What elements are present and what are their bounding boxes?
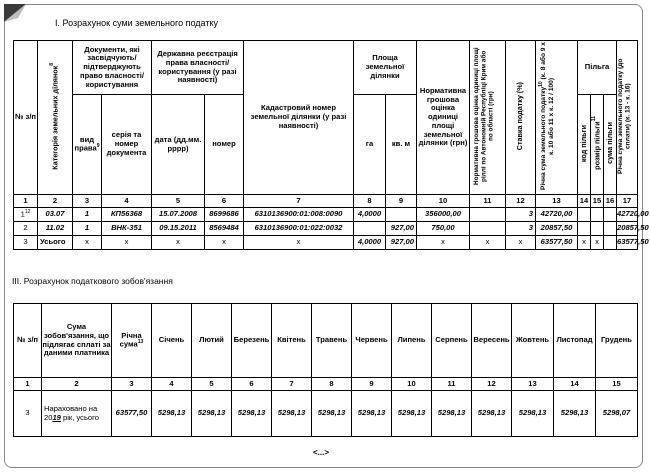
table-row — [14, 222, 638, 236]
header-month: Жовтень — [512, 304, 554, 378]
table-cell: 356000,00 — [417, 208, 470, 222]
header-rate: Ставка податку (%) — [506, 41, 536, 195]
header-norm-value-arc: Нормативна грошова оцінка одиниці площі ріллі по Автономній Республіці Крим або по області (грн) — [470, 41, 506, 195]
table-cell: 8 — [312, 378, 352, 391]
table-cell: 5 — [152, 195, 205, 208]
header-area-ha: га — [354, 95, 386, 195]
section1-title: I. Розрахунок суми земельного податку — [55, 18, 219, 28]
header-docs: Документи, які засвідчують/ підтверджують право власності/ користування — [73, 41, 152, 95]
table-cell: 03.07 — [38, 208, 73, 222]
header-month: Грудень — [596, 304, 638, 378]
column-numbers-row — [14, 195, 638, 208]
tax-liability-table — [13, 303, 638, 437]
table-cell: 63577,50 — [536, 236, 578, 250]
table-cell: 6 — [205, 195, 244, 208]
table-cell: 5298,13 — [432, 391, 472, 437]
table-cell: 42720,00 — [536, 208, 578, 222]
page-corner-curl-icon — [4, 4, 26, 22]
table-cell: 3 — [14, 236, 38, 250]
header-relief: Пільга — [578, 41, 617, 95]
table-cell: 4,0000 — [354, 236, 386, 250]
header-relief-size: розмір пільги$^{11}$ — [591, 95, 604, 195]
header-month: Серпень — [432, 304, 472, 378]
section3-title: III. Розрахунок податкового зобов'язання — [12, 276, 173, 286]
table-cell: 14 — [554, 378, 596, 391]
table-cell: 5298,13 — [232, 391, 272, 437]
table-cell — [386, 208, 417, 222]
table-cell: х — [73, 236, 102, 250]
table-cell: 3 — [112, 378, 152, 391]
table-cell: 1 — [73, 222, 102, 236]
table-cell: 10 — [392, 378, 432, 391]
header-relief-sum: сума пільги — [604, 95, 617, 195]
table-cell — [591, 208, 604, 222]
table-cell — [604, 208, 617, 222]
table-cell: КП56368 — [102, 208, 152, 222]
table-cell: х — [506, 236, 536, 250]
table-cell: 1 — [14, 378, 42, 391]
table-cell: 5298,13 — [554, 391, 596, 437]
header-reg-number: номер — [205, 95, 244, 195]
table-cell: 4,0000 — [354, 208, 386, 222]
table-cell: 2 — [14, 222, 38, 236]
total-row — [14, 236, 638, 250]
table-cell: 63577,50 — [617, 236, 638, 250]
table-cell: 5298,13 — [272, 391, 312, 437]
table-cell: 7 — [272, 378, 312, 391]
header-month: Травень — [312, 304, 352, 378]
header-no: № з/п — [14, 41, 38, 195]
table-cell: 11 — [470, 195, 506, 208]
table-cell: 63577,50 — [112, 391, 152, 437]
table-cell: 15 — [591, 195, 604, 208]
table-cell: 1 — [14, 195, 38, 208]
header-area-m2: кв. м — [386, 95, 417, 195]
table-cell — [604, 222, 617, 236]
table-cell: 5298,13 — [152, 391, 192, 437]
table-row — [14, 41, 638, 95]
land-tax-table — [13, 40, 649, 250]
table-cell: 14 — [578, 195, 591, 208]
table-cell: 16 — [604, 195, 617, 208]
accrued-label: Нараховано на 2019 рік, усього — [42, 391, 112, 437]
table-cell: 5298,13 — [472, 391, 512, 437]
table-cell: 20857,50 — [617, 222, 638, 236]
header-relief-code: код пільги — [578, 95, 591, 195]
table-cell: 6310136900:01:022:0032 — [244, 222, 354, 236]
table-cell: 5298,13 — [512, 391, 554, 437]
table-cell: 5298,13 — [192, 391, 232, 437]
table-cell: 6 — [232, 378, 272, 391]
table-cell: х — [152, 236, 205, 250]
table-cell: $1^{12}$ — [14, 208, 38, 222]
table-cell: х — [244, 236, 354, 250]
table-cell: 5298,13 — [352, 391, 392, 437]
table-cell: 8 — [354, 195, 386, 208]
table-cell: х — [417, 236, 470, 250]
table-cell: 11 — [432, 378, 472, 391]
table-row — [14, 208, 638, 222]
column-numbers-row — [14, 378, 638, 391]
table-cell: х — [205, 236, 244, 250]
table-cell: 5 — [192, 378, 232, 391]
header-cadastral: Кадастровий номер земельної ділянки (у разі наявності) — [244, 41, 354, 195]
header-annual-payable: Річна сума земельного податку (до сплати) (к. 13 - к. 16) — [617, 41, 638, 195]
table-cell: 4 — [152, 378, 192, 391]
table-cell — [578, 222, 591, 236]
header-no: № з/п — [14, 304, 42, 378]
header-annual: Річна сума земельного податку$^{10}$ (к. 8 або 9 х к. 10 або 11 х к. 12 / 100) — [536, 41, 578, 195]
header-registration: Державна реєстрація права власності/ користування (у разі наявності) — [152, 41, 244, 95]
table-cell: 10 — [417, 195, 470, 208]
table-cell — [470, 208, 506, 222]
header-doc-series: серія та номер документа — [102, 95, 152, 195]
table-cell: 3 — [506, 222, 536, 236]
table-cell: 4 — [102, 195, 152, 208]
ellipsis-marker: <...> — [313, 448, 330, 457]
table-cell: 9 — [352, 378, 392, 391]
table-cell: 12 — [506, 195, 536, 208]
table-cell: 8569484 — [205, 222, 244, 236]
table-cell: 6310136900:01:008:0090 — [244, 208, 354, 222]
table-cell — [578, 208, 591, 222]
table-cell: 12 — [472, 378, 512, 391]
table-cell: Усього — [38, 236, 73, 250]
table-cell: 927,00 — [386, 236, 417, 250]
table-cell: 3 — [73, 195, 102, 208]
table-cell: 20857,50 — [536, 222, 578, 236]
header-doc-type: вид права$^9$ — [73, 95, 102, 195]
table-cell: 15.07.2008 — [152, 208, 205, 222]
table-cell: х — [470, 236, 506, 250]
table-cell: 5298,13 — [312, 391, 352, 437]
header-month: Березень — [232, 304, 272, 378]
header-category: Категорія земельних ділянок$^8$ — [38, 41, 73, 195]
header-area: Площа земельної ділянки — [354, 41, 417, 95]
table-cell: 15 — [596, 378, 638, 391]
table-cell: 3 — [506, 208, 536, 222]
table-row — [14, 304, 638, 378]
header-month: Квітень — [272, 304, 312, 378]
header-month: Червень — [352, 304, 392, 378]
table-cell: 42720,00 — [617, 208, 638, 222]
table-cell: 5298,07 — [596, 391, 638, 437]
table-cell: х — [578, 236, 591, 250]
table-cell: 2 — [42, 378, 112, 391]
table-cell: 927,00 — [386, 222, 417, 236]
table-cell: х — [591, 236, 604, 250]
header-month: Вересень — [472, 304, 512, 378]
table-cell: 3 — [14, 391, 42, 437]
table-cell: 11.02 — [38, 222, 73, 236]
table-cell: 09.15.2011 — [152, 222, 205, 236]
header-sum: Сума зобов'язання, що підлягає сплаті за даними платника — [42, 304, 112, 378]
header-month: Липень — [392, 304, 432, 378]
table-cell: 17 — [617, 195, 638, 208]
table-cell: 2 — [38, 195, 73, 208]
table-cell: х — [102, 236, 152, 250]
table-cell — [604, 236, 617, 250]
header-month: Лютий — [192, 304, 232, 378]
table-cell — [470, 222, 506, 236]
table-cell: 13 — [536, 195, 578, 208]
table-cell: ВНК-351 — [102, 222, 152, 236]
header-month: Листопад — [554, 304, 596, 378]
table-cell: 5298,13 — [392, 391, 432, 437]
table-cell: 13 — [512, 378, 554, 391]
table-cell — [591, 222, 604, 236]
table-cell — [354, 222, 386, 236]
table-cell: 8699686 — [205, 208, 244, 222]
table-cell: 750,00 — [417, 222, 470, 236]
table-cell: 9 — [386, 195, 417, 208]
header-annual: Річна сума$^{13}$ — [112, 304, 152, 378]
table-cell: 1 — [73, 208, 102, 222]
header-norm-value: Нормативна грошова оцінка одиниці площі земельної ділянки (грн) — [417, 41, 470, 195]
table-cell: 7 — [244, 195, 354, 208]
table-row — [14, 391, 638, 437]
header-reg-date: дата (дд.мм. рррр) — [152, 95, 205, 195]
header-month: Січень — [152, 304, 192, 378]
